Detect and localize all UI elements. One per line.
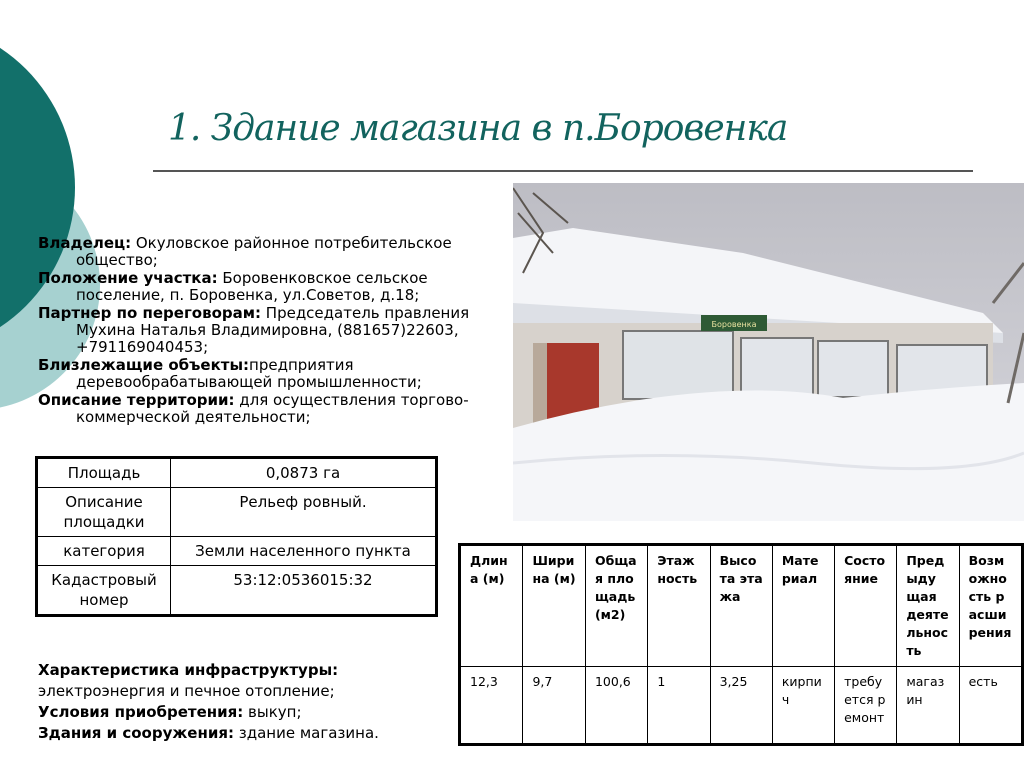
terms-line: Условия приобретения: выкуп; bbox=[38, 703, 302, 721]
plot-table bbox=[35, 456, 438, 617]
property-description bbox=[38, 235, 513, 427]
owner-line: Владелец: Окуловское районное потребительское общество; bbox=[38, 234, 452, 269]
location-line: Положение участка: Боровенковское сельское поселение, п. Боровенка, ул.Советов, д.18; bbox=[38, 269, 428, 304]
title-divider bbox=[153, 170, 973, 172]
infra-label: Характеристика инфраструктуры: bbox=[38, 661, 339, 679]
infrastructure-block bbox=[38, 660, 498, 744]
table-row: категория Земли населенного пункта bbox=[37, 537, 437, 566]
building-photo bbox=[513, 183, 1024, 521]
nearby-line: Близлежащие объекты:предприятия деревообрабатывающей промышленности; bbox=[38, 356, 422, 391]
shop-sign-text: Боровенка bbox=[711, 320, 757, 329]
slide-title: 1. Здание магазина в п.Боровенка bbox=[168, 108, 788, 149]
table-row: 12,3 9,7 100,6 1 3,25 кирпич требуется ремонт магазин есть bbox=[460, 667, 1023, 745]
infra-text: электроэнергия и печное отопление; bbox=[38, 682, 335, 700]
building-table bbox=[458, 543, 1024, 746]
territory-line: Описание территории: для осуществления торгово-коммерческой деятельности; bbox=[38, 391, 469, 426]
table-header-row: Длина (м) Ширина (м) Общая площадь (м2) Этажность Высота этажа Материал Состояние Предыдущая деятельность Возможность расширения bbox=[460, 545, 1023, 667]
buildings-line: Здания и сооружения: здание магазина. bbox=[38, 724, 379, 742]
table-row: Описание площадки Рельеф ровный. bbox=[37, 488, 437, 537]
table-row: Площадь 0,0873 га bbox=[37, 458, 437, 488]
contact-line: Партнер по переговорам: Председатель правления Мухина Наталья Владимировна, (881657)22603, +791169040453; bbox=[38, 304, 470, 356]
table-row: Кадастровый номер 53:12:0536015:32 bbox=[37, 566, 437, 616]
